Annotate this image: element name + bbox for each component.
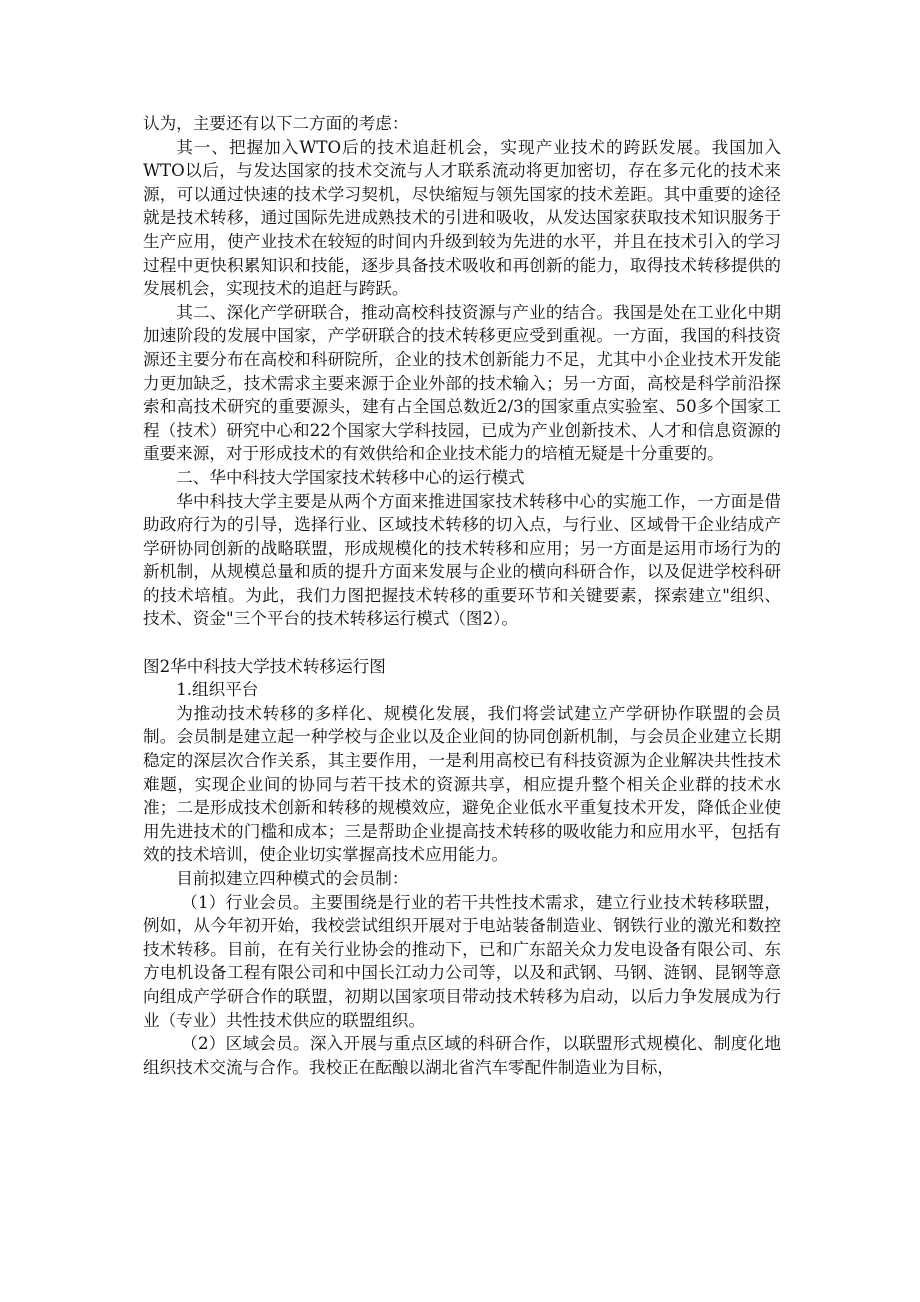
paragraph-industry-member: （1）行业会员。主要围绕是行业的若干共性技术需求，建立行业技术转移联盟，例如，从今年初开始，我校尝试组织开展对于电站装备制造业、钢铁行业的激光和数控技术转移。目前，在有关行业协会的推动下，已和广东韶关众力发电设备有限公司、东方电机设备工程有限公司和中国长江动力公司等，以及和武钢、马钢、涟钢、昆钢等意向组成产学研合作的联盟，初期以国家项目带动技术转移为启动，以后力争发展成为行业（专业）共性技术供应的联盟组织。 (143, 892, 781, 1030)
paragraph-membership-system: 为推动技术转移的多样化、规模化发展，我们将尝试建立产学研协作联盟的会员制。会员制是建立起一种学校与企业以及企业间的协同创新机制，与会员企业建立长期稳定的深层次合作关系，其主要作用，一是利用高校已有科技资源为企业解决共性技术难题，实现企业间的协同与若干技术的资源共享，相应提升整个相关企业群的技术水准；二是形成技术创新和转移的规模效应，避免企业低水平重复技术开发，降低企业使用先进技术的门槛和成本；三是帮助企业提高技术转移的吸收能力和应用水平，包括有效的技术培训，使企业切实掌握高技术应用能力。 (143, 703, 781, 865)
paragraph-point-two: 其二、深化产学研联合，推动高校科技资源与产业的结合。我国是处在工业化中期加速阶段的发展中国家，产学研联合的技术转移更应受到重视。一方面，我国的科技资源还主要分布在高校和科研院所，企业的技术创新能力不足，尤其中小企业技术开发能力更加缺乏，技术需求主要来源于企业外部的技术输入；另一方面，高校是科学前沿探索和高技术研究的重要源头，建有占全国总数近2/3的国家重点实验室、50多个国家工程（技术）研究中心和22个国家大学科技园，已成为产业创新技术、人才和信息资源的重要来源，对于形成技术的有效供给和企业技术能力的培植无疑是十分重要的。 (143, 302, 781, 464)
paragraph-point-one: 其一、把握加入WTO后的技术追赶机会，实现产业技术的跨跃发展。我国加入WTO以后，与发达国家的技术交流与人才联系流动将更加密切，存在多元化的技术来源，可以通过快速的技术学习契机，尽快缩短与领先国家的技术差距。其中重要的途径就是技术转移，通过国际先进成熟技术的引进和吸收，从发达国家获取技术知识服务于生产应用，使产业技术在较短的时间内升级到较为先进的水平，并且在技术引入的学习过程中更快积累知识和技能，逐步具备技术吸收和再创新的能力，取得技术转移提供的发展机会，实现技术的追赶与跨跃。 (143, 137, 781, 299)
document-page (143, 112, 781, 1079)
section-heading-operation-mode: 二、华中科技大学国家技术转移中心的运行模式 (176, 467, 525, 487)
paragraph-intro: 认为，主要还有以下二方面的考虑： (143, 114, 409, 133)
paragraph-regional-member: （2）区域会员。深入开展与重点区域的科研合作，以联盟形式规模化、制度化地组织技术交流与合作。我校正在酝酿以湖北省汽车零配件制造业为目标， (143, 1034, 781, 1077)
figure-placeholder-gap (143, 631, 781, 655)
figure-caption: 图2华中科技大学技术转移运行图 (143, 656, 386, 676)
subheading-organization-platform: 1.组织平台 (176, 680, 259, 700)
paragraph-four-modes: 目前拟建立四种模式的会员制： (176, 869, 409, 888)
paragraph-operation-mode: 华中科技大学主要是从两个方面来推进国家技术转移中心的实施工作，一方面是借助政府行为的引导，选择行业、区域技术转移的切入点，与行业、区域骨干企业结成产学研协同创新的战略联盟，形成规模化的技术转移和应用；另一方面是运用市场行为的新机制，从规模总量和质的提升方面来发展与企业的横向科研合作，以及促进学校科研的技术培植。为此，我们力图把握技术转移的重要环节和关键要素，探索建立"组织、技术、资金"三个平台的技术转移运行模式（图2）。 (143, 491, 781, 629)
